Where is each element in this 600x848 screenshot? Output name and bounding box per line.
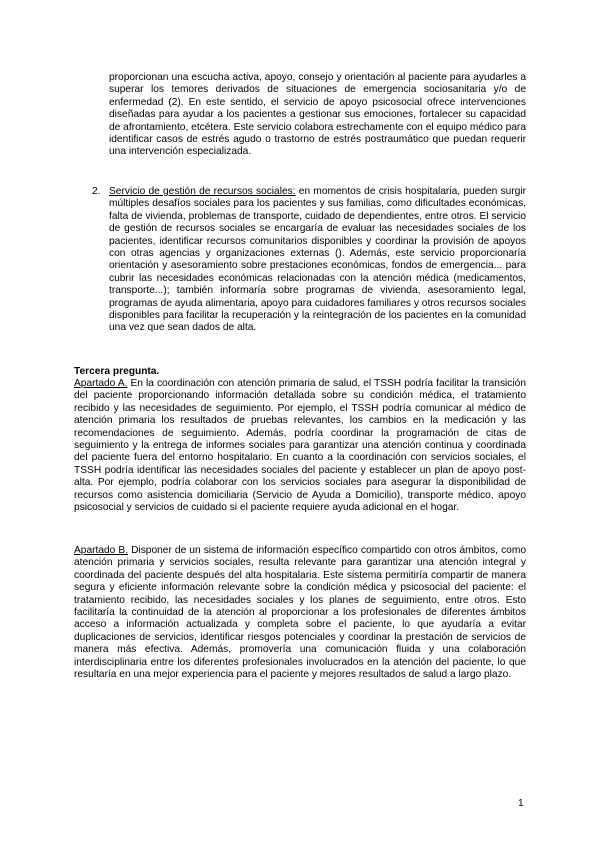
apartado-b-label: Apartado B. bbox=[74, 545, 129, 556]
list-item-body bbox=[109, 186, 526, 335]
list-item-2 bbox=[92, 186, 526, 335]
list-item-title: Servicio de gestión de recursos sociales: bbox=[109, 186, 296, 197]
section-heading: Tercera pregunta. bbox=[74, 366, 160, 377]
apartado-b-paragraph bbox=[74, 545, 526, 681]
page-number: 1 bbox=[518, 798, 524, 809]
intro-paragraph: proporcionan una escucha activa, apoyo, consejo y orientación al paciente para ayudarles a superar los temores derivados de situaciones de emergencia sociosanitaria y/o de enfermedad (2). En este sentido, el servicio de apoyo psicosocial ofrece intervenciones diseñadas para ayudar a los pacientes a gestionar sus emociones, fortalecer su capacidad de afrontamiento, etcétera. Este servicio colabora estrechamente con el equipo médico para identificar casos de estrés agudo o trastorno de estrés postraumático que puedan requerir una intervención especializada. bbox=[109, 72, 526, 158]
apartado-a-paragraph bbox=[74, 378, 526, 514]
apartado-a-label: Apartado A. bbox=[74, 378, 128, 389]
apartado-b-text: Disponer de un sistema de información específico compartido con otros ámbitos, como atención primaria y servicios sociales, resulta relevante para garantizar una atención integral y coordinada del paciente después del alta hospitalaria. Este sistema permitiría compartir de manera segura y eficiente información relevante sobre la condición médica y psicosocial del paciente: el tratamiento recibido, las necesidades sociales y los planes de seguimiento, entre otros. Esto facilitaría la continuidad de la atención al proporcionar a los profesionales de diferentes ámbitos acceso a información actualizada y completa sobre el paciente, lo que ayudaría a evitar duplicaciones de servicios, identificar riesgos potenciales y coordinar la prestación de servicios de manera más efectiva. Además, promovería una comunicación fluida y una colaboración interdisciplinaria entre los diferentes profesionales involucrados en la atención del paciente, lo que resultaría en una mejor experiencia para el paciente y mejores resultados de salud a largo plazo. bbox=[74, 545, 526, 681]
apartado-a-text: En la coordinación con atención primaria de salud, el TSSH podría facilitar la transición del paciente proporcionando información detallada sobre su condición médica, el tratamiento recibido y las necesidades de seguimiento. Por ejemplo, el TSSH podría comunicar al médico de atención primaria los resultados de pruebas relevantes, los cambios en la medicación y las recomendaciones de seguimiento. Además, podría coordinar la programación de citas de seguimiento y la entrega de informes sociales para garantizar una atención continua y coordinada del paciente fuera del entorno hospitalario. En cuanto a la coordinación con servicios sociales, el TSSH podría identificar las necesidades sociales del paciente y establecer un plan de apoyo post-alta. Por ejemplo, podría colaborar con los servicios sociales para asegurar la disponibilidad de recursos como asistencia domiciliaria (Servicio de Ayuda a Domicilio), transporte médico, apoyo psicosocial y servicios de cuidado si el paciente requiere ayuda adicional en el hogar. bbox=[74, 378, 526, 514]
list-item-text: en momentos de crisis hospitalaria, pueden surgir múltiples desafíos sociales para los pacientes y sus familias, como dificultades económicas, falta de vivienda, problemas de transporte, cuidado de dependientes, entre otros. El servicio de gestión de recursos sociales se encargaría de evaluar las necesidades sociales de los pacientes, identificar recursos comunitarios disponibles y coordinar la provisión de apoyos con otras agencias y organizaciones externas (). Además, este servicio proporcionaría orientación y asesoramiento sobre prestaciones económicas, fondos de emergencia... para cubrir las necesidades económicas relacionadas con la atención médica (medicamentos, transporte...); también informaría sobre programas de vivienda, asesoramiento legal, programas de ayuda alimentaria, apoyo para cuidadores familiares y otros recursos sociales disponibles para facilitar la recuperación y la reintegración de los pacientes en la comunidad una vez que sean dados de alta. bbox=[109, 186, 526, 334]
list-item-number: 2. bbox=[92, 186, 101, 197]
